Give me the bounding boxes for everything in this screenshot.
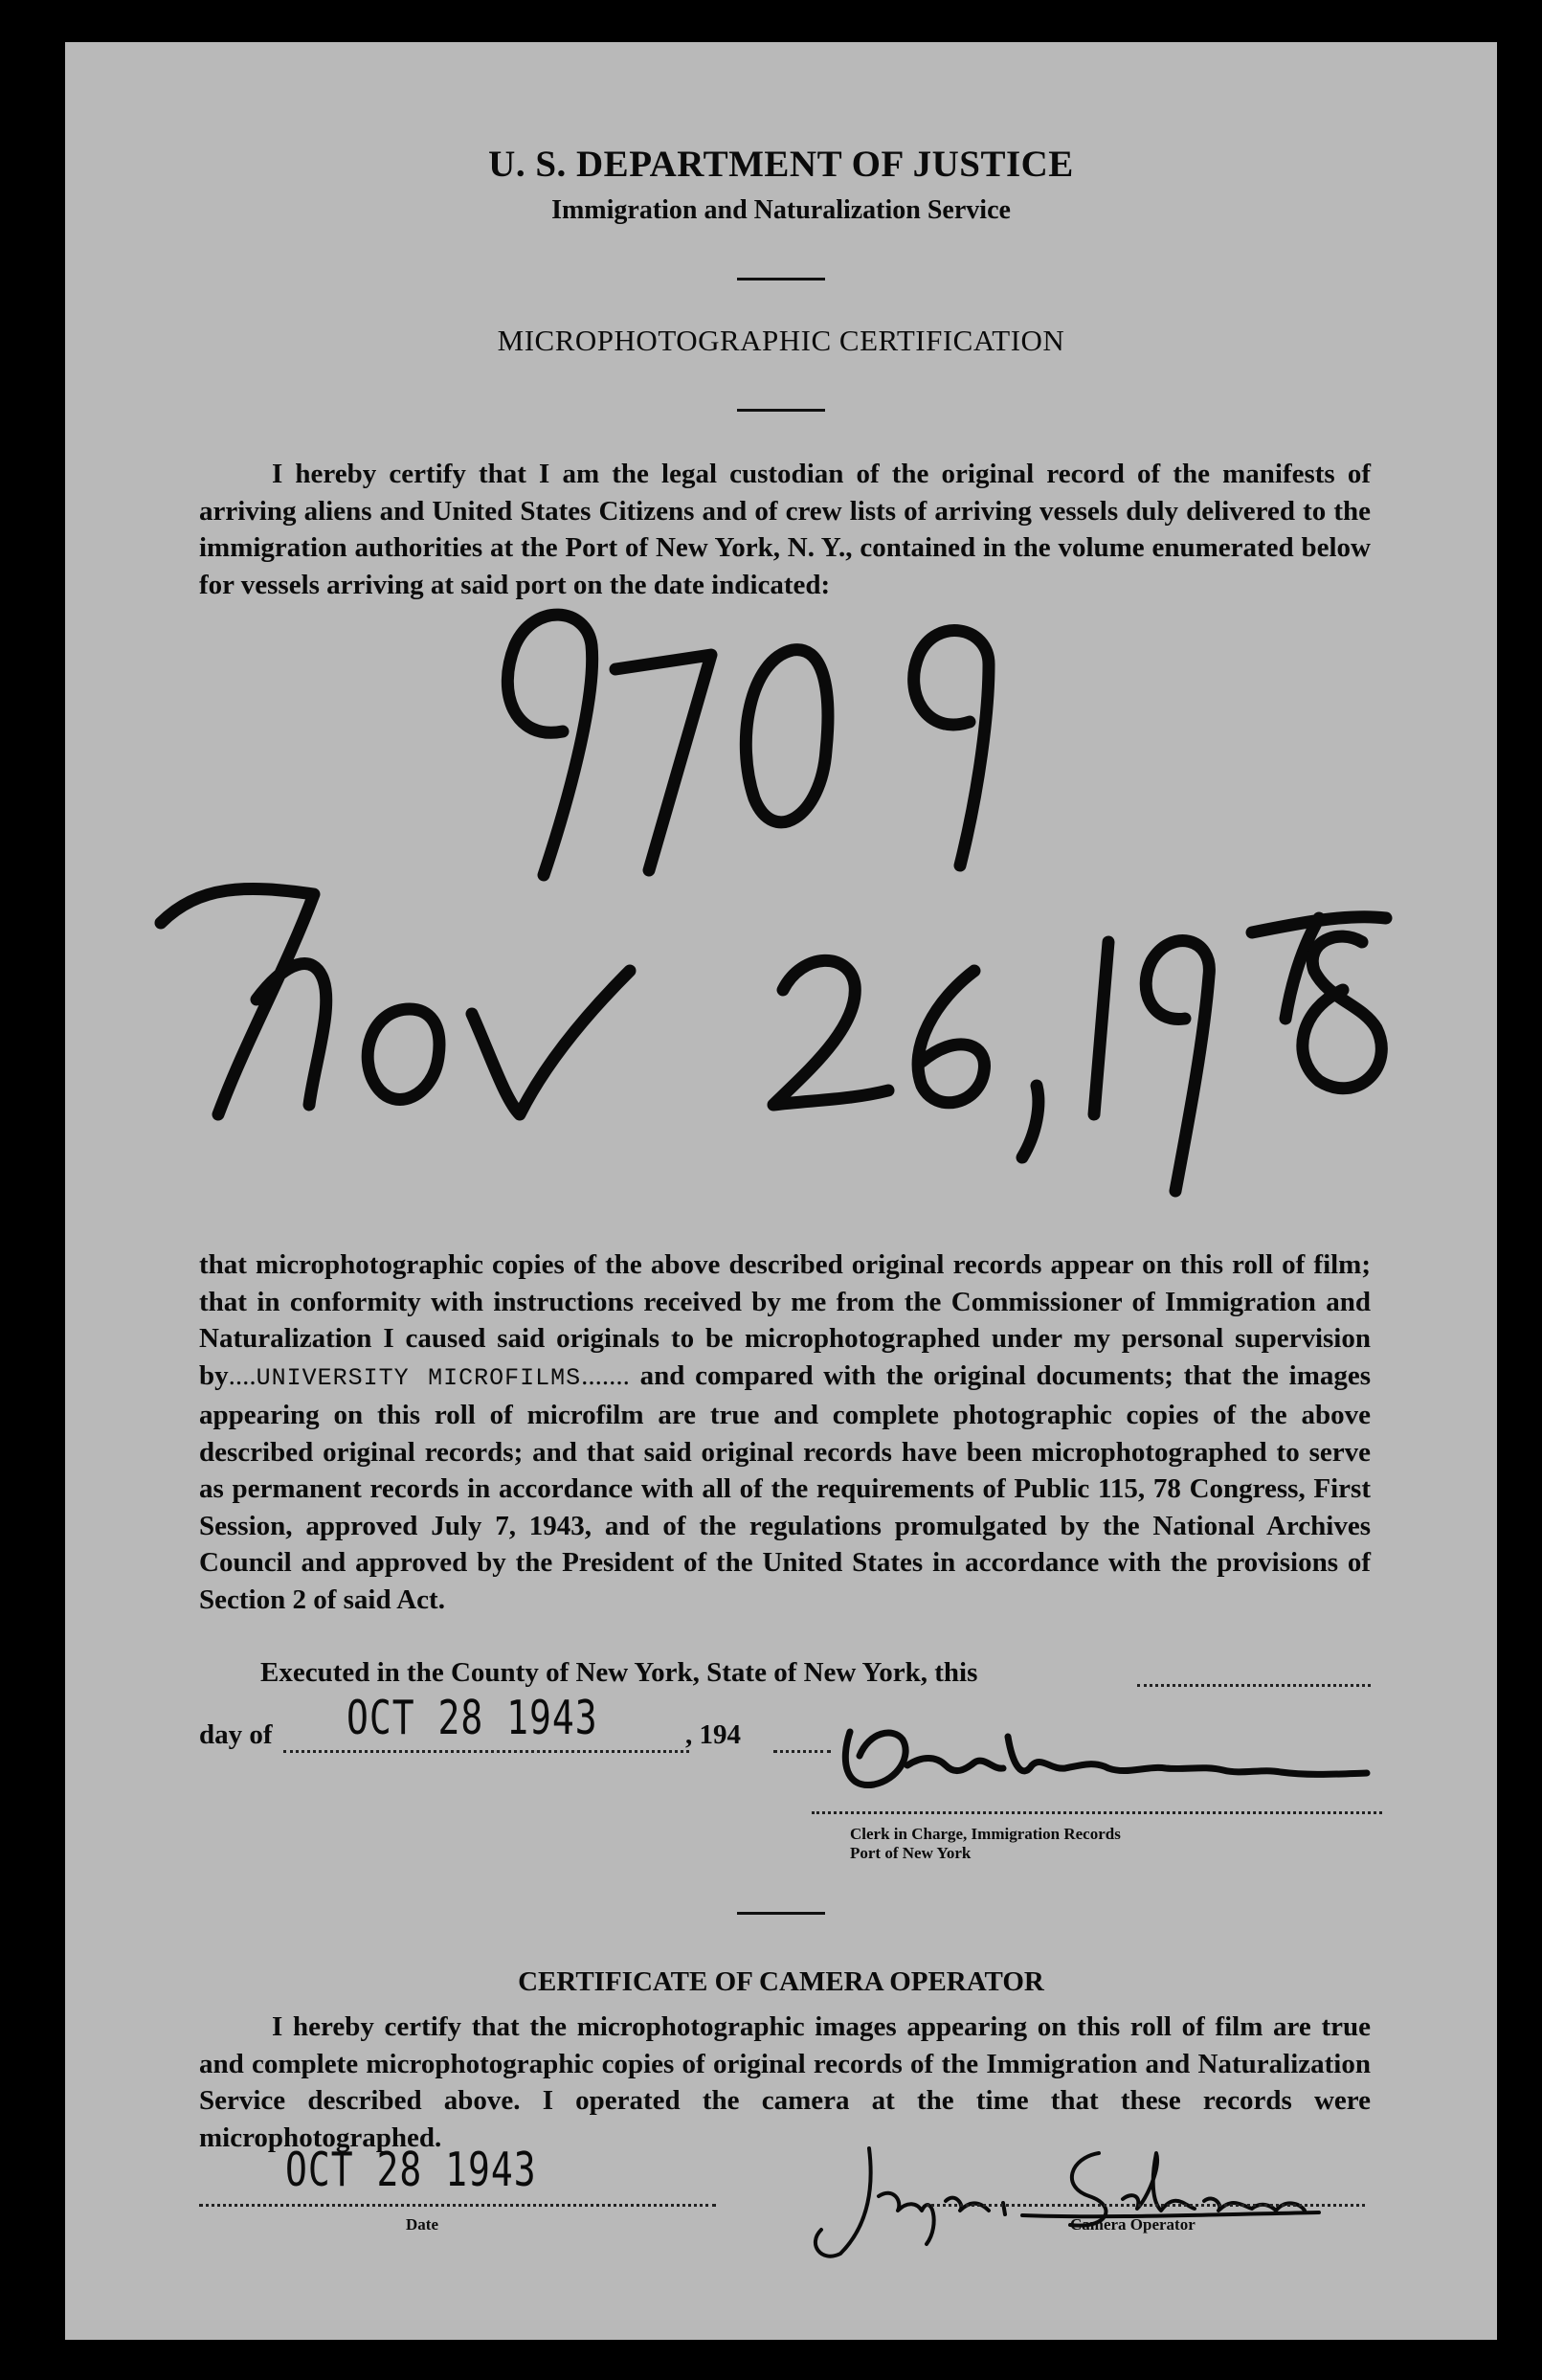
camera-operator-caption: Camera Operator (1070, 2215, 1196, 2234)
body-text-part2: and compared with the original documents; that the images appearing on this roll of microfilm are true and complete photographic copies of the above described original records; and that said original records have been microphotographed to serve as permanent records in accordance with all of the requirements of Public 115, 78 Congress, First Session, approved July 7, 1943, and of the regulations promulgated by the National Archives Council and approved by the President of the United States in accordance with the provisions of Section 2 of said Act. (199, 1359, 1372, 1615)
executed-text: Executed in the County of New York, State of New York, this (260, 1657, 978, 1688)
camera-operator-signature (783, 2134, 1376, 2268)
date-caption: Date (406, 2215, 438, 2234)
year-prefix: , 194 (685, 1719, 741, 1750)
supervisor-field: UNIVERSITY MICROFILMS (256, 1363, 582, 1392)
day-of-line (199, 1719, 273, 1751)
clerk-caption-title: Clerk in Charge, Immigration Records (850, 1825, 1121, 1843)
camera-operator-text: I hereby certify that the microphotographic images appearing on this roll of film are true and complete microphotographic copies of original records of the Immigration and Naturalization Service described above. I operated the camera at the time that these records were microphotographed. (199, 2011, 1371, 2153)
body-text-part1: that microphotographic copies of the above described original records appear on this roll of film; that in conformity with instructions received by me from the Commissioner of Immigration and Naturalization I caused said originals to be microphotographed under my personal supervision by (199, 1249, 1371, 1391)
clerk-signature (821, 1713, 1396, 1804)
divider (737, 1912, 825, 1915)
executed-day-field (1137, 1684, 1371, 1687)
year-label (685, 1719, 741, 1751)
intro-text: I hereby certify that I am the legal custodian of the original record of the manifests of arriving aliens and United States Citizens and of crew lists of arriving vessels duly delivered to the immigration authorities at the Port of New York, N. Y., contained in the volume enumerated below for vessels arriving at said port on the date indicated: (199, 459, 1371, 600)
day-of-label: day of (199, 1719, 273, 1750)
clerk-caption (850, 1825, 1121, 1863)
operator-date: OCT 28 1943 (285, 2142, 537, 2197)
divider (737, 409, 825, 412)
department-heading: U. S. DEPARTMENT OF JUSTICE (488, 144, 1074, 185)
divider (737, 278, 825, 281)
camera-operator-title: CERTIFICATE OF CAMERA OPERATOR (518, 1966, 1044, 1997)
operator-date-stamp (285, 2142, 537, 2197)
stamped-date-clerk (346, 1690, 598, 1745)
certification-body: that microphotographic copies of the above described original records appear on this roll of film; that in conformity with instructions received by me from the Commissioner of Immigration and Naturalization I caused said originals to be microphotographed under my personal supervision by....UNIVERSITY MICROFILMS....... and compared with the original documents; that the images appearing on this roll of microfilm are true and complete photographic copies of the above described original records; and that said original records have been microphotographed to serve as permanent records in accordance with all of the requirements of Public 115, 78 Congress, First Session, approved July 7, 1943, and of the regulations promulgated by the National Archives Council and approved by the President of the United States in accordance with the provisions of Section 2 of said Act. (199, 1249, 1372, 1615)
clerk-signature-line (812, 1811, 1382, 1814)
operator-date-line (199, 2204, 716, 2207)
certificate-title: MICROPHOTOGRAPHIC CERTIFICATION (497, 324, 1065, 357)
camera-operator-line (927, 2204, 1365, 2207)
handwritten-date (142, 827, 1463, 1229)
service-heading: Immigration and Naturalization Service (551, 195, 1011, 225)
certificate-page (65, 42, 1497, 2340)
day-of-field (283, 1750, 689, 1753)
date-stamp: OCT 28 1943 (346, 1690, 598, 1745)
clerk-caption-port: Port of New York (850, 1844, 972, 1862)
